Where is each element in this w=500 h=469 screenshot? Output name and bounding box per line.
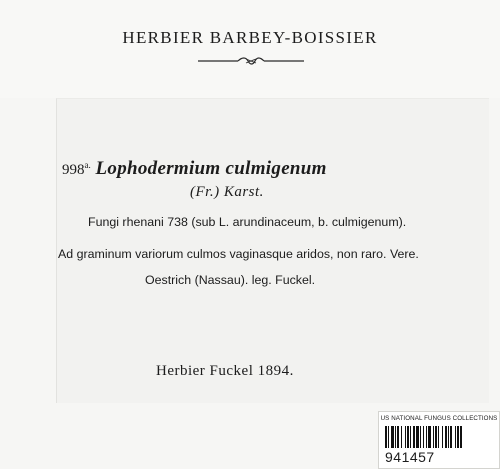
exsiccata-reference: Fungi rhenani 738 (sub L. arundinaceum, b. culmigenum). — [88, 215, 407, 229]
flourish-rule-icon — [198, 56, 304, 66]
specimen-number: $998^{a.}$ — [62, 160, 91, 178]
habitat-description: Ad graminum variorum culmos vaginasque aridos, non raro. Vere. — [58, 247, 419, 261]
herbarium-title: HERBIER BARBEY-BOISSIER — [122, 28, 378, 47]
collection-barcode-label — [378, 411, 500, 469]
herbarium-header — [0, 0, 500, 98]
barcode-icon — [384, 426, 494, 448]
collection-locality: Oestrich (Nassau). leg. Fuckel. — [145, 273, 316, 287]
herbarium-source: Herbier Fuckel 1894. — [156, 363, 294, 379]
species-authority: (Fr.) Karst. — [190, 184, 264, 200]
species-line — [62, 158, 327, 180]
species-name: Lophodermium culmigenum — [95, 158, 327, 179]
collection-name: US NATIONAL FUNGUS COLLECTIONS — [380, 415, 498, 422]
accession-number: 941457 — [385, 449, 435, 465]
